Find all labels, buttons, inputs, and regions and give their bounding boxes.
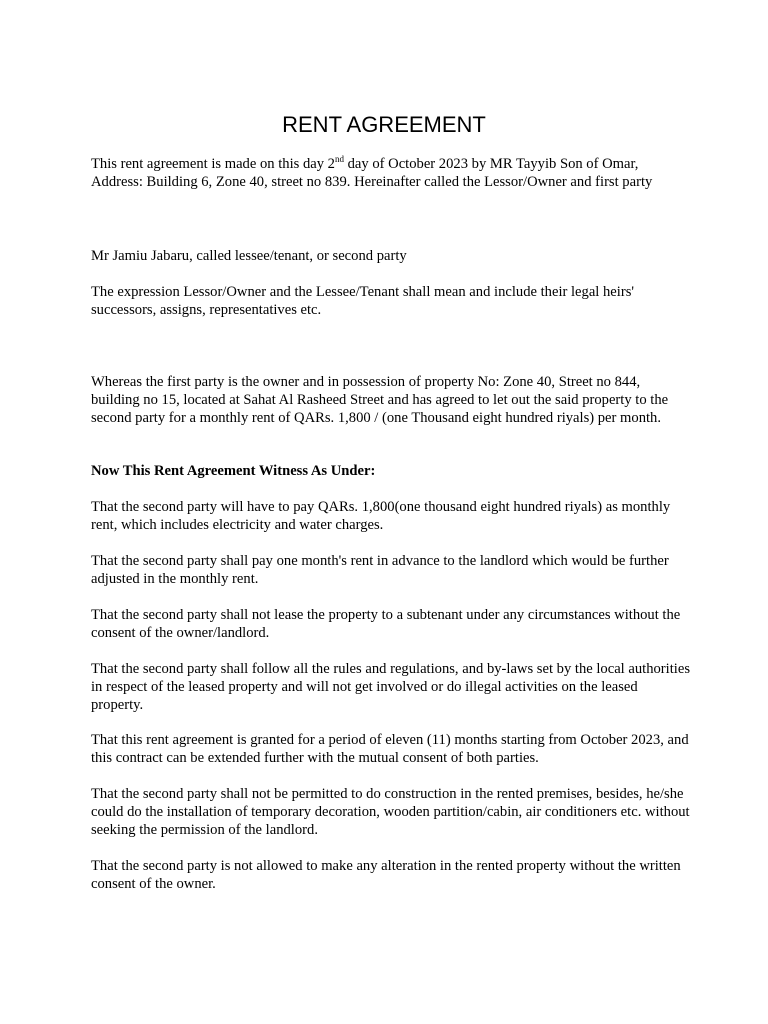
clause-paragraph: That the second party shall follow all the rules and regulations, and by-laws set by the local authorities in respect of the leased property and will not get involved or do illegal activities on the leased property. [91,661,690,713]
lessee-paragraph: Mr Jamiu Jabaru, called lessee/tenant, or second party [91,248,407,264]
clause-paragraph: That the second party shall not lease the property to a subtenant under any circumstances without the consent of the owner/landlord. [91,607,681,641]
ordinal-suffix: nd [334,154,344,165]
clause-paragraph: That this rent agreement is granted for a period of eleven (11) months starting from October 2023, and this contract can be extended further with the mutual consent of both parties. [91,732,689,766]
clause-paragraph: That the second party shall not be permitted to do construction in the rented premises, besides, he/she could do the installation of temporary decoration, wooden partition/cabin, air conditioners etc. without seeking the permission of the landlord. [91,786,690,838]
whereas-paragraph: Whereas the first party is the owner and in possession of property No: Zone 40, Street no 844, building no 15, located at Sahat Al Rasheed Street and has agreed to let out the said property to the second party for a monthly rent of QARs. 1,800 / (one Thousand eight hundred riyals) per month. [91,374,669,426]
document-title: RENT AGREEMENT [282,112,486,137]
expression-paragraph: The expression Lessor/Owner and the Lessee/Tenant shall mean and include their legal heirs' successors, assigns, representatives etc. [91,284,635,318]
clause-paragraph: That the second party will have to pay QARs. 1,800(one thousand eight hundred riyals) as monthly rent, which includes electricity and water charges. [91,499,671,533]
witness-heading: Now This Rent Agreement Witness As Under: [91,463,376,479]
clause-paragraph: That the second party is not allowed to make any alteration in the rented property without the written consent of the owner. [91,858,681,892]
intro-paragraph [91,155,691,191]
clause-paragraph: That the second party shall pay one month's rent in advance to the landlord which would be further adjusted in the monthly rent. [91,553,669,587]
intro-text-start: This rent agreement is made on this day 2 [91,156,335,172]
intro-text-end: day of October 2023 by MR Tayyib Son of Omar, Address: Building 6, Zone 40, street no 839. Hereinafter called the Lessor/Owner and first party [91,156,653,190]
